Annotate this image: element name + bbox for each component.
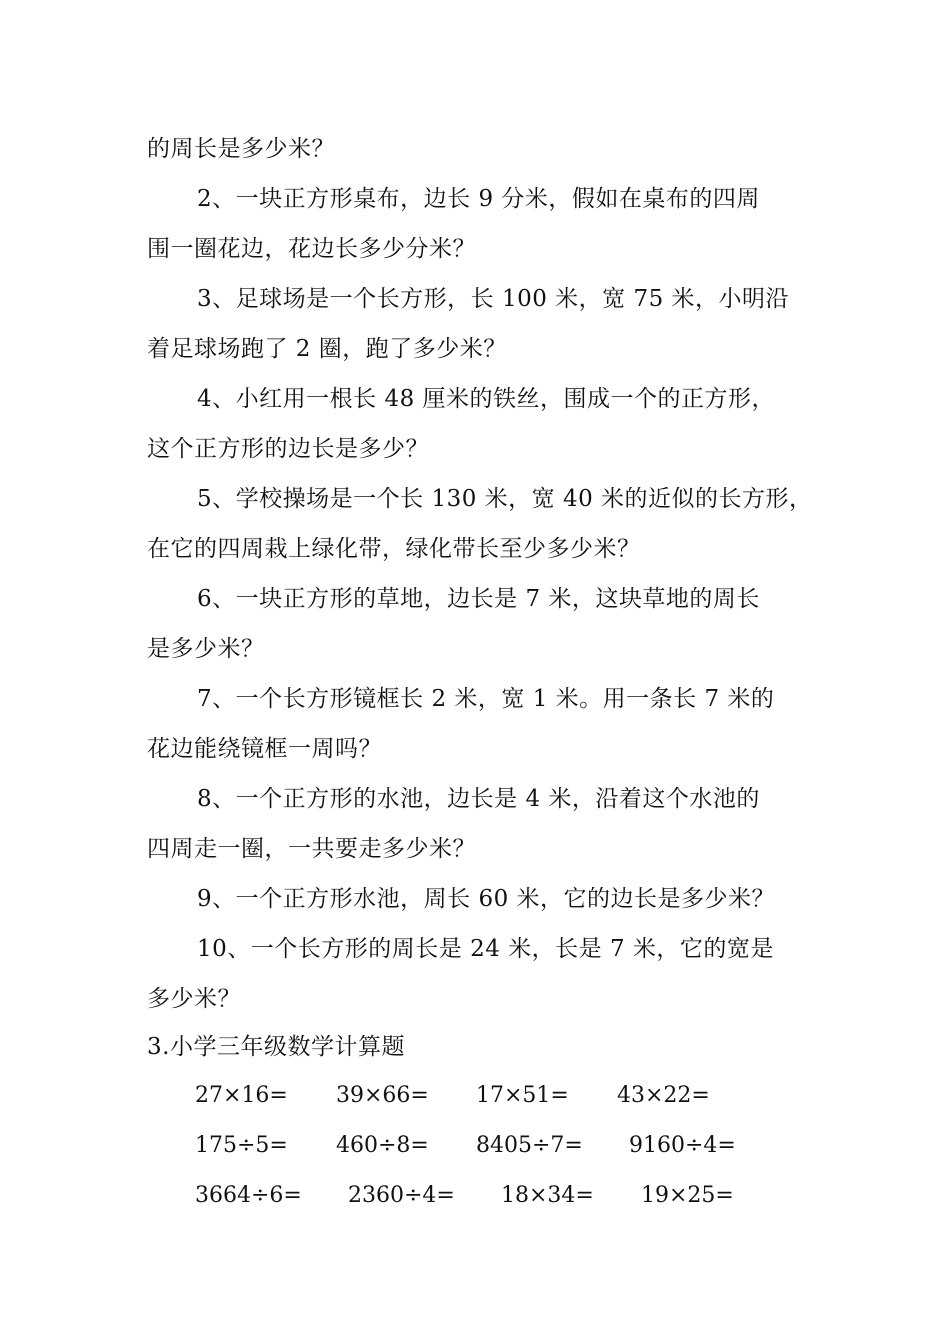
problem-8-line-1: 8、一个正方形的水池，边长是 4 米，沿着这个水池的 — [197, 786, 760, 812]
problem-5-line-2: 在它的四周栽上绿化带，绿化带长至少多少米？ — [147, 536, 641, 562]
problem-2-line-1: 2、一块正方形桌布，边长 9 分米，假如在桌布的四周 — [197, 186, 760, 212]
problem-7-line-2: 花边能绕镜框一周吗？ — [147, 736, 382, 762]
problem-9-line-1: 9、一个正方形水池，周长 60 米，它的边长是多少米？ — [197, 886, 776, 912]
problem-6-line-1: 6、一块正方形的草地，边长是 7 米，这块草地的周长 — [197, 586, 760, 612]
calc-item: 460÷8= — [336, 1133, 429, 1158]
problem-2-line-2: 围一圈花边，花边长多少分米？ — [147, 236, 476, 262]
calc-item: 19×25= — [641, 1183, 734, 1208]
problem-6-line-2: 是多少米？ — [147, 636, 265, 662]
calc-item: 18×34= — [501, 1183, 594, 1208]
calc-item: 9160÷4= — [629, 1133, 736, 1158]
calc-item: 17×51= — [476, 1083, 569, 1108]
problem-1-continuation: 的周长是多少米？ — [147, 136, 335, 162]
problem-10-line-2: 多少米？ — [147, 986, 241, 1012]
calc-item: 39×66= — [336, 1083, 429, 1108]
problem-7-line-1: 7、一个长方形镜框长 2 米，宽 1 米。用一条长 7 米的 — [197, 686, 775, 712]
calc-item: 3664÷6= — [195, 1183, 302, 1208]
problem-5-line-1: 5、学校操场是一个长 130 米，宽 40 米的近似的长方形， — [197, 486, 813, 512]
calc-item: 8405÷7= — [476, 1133, 583, 1158]
calc-item: 27×16= — [195, 1083, 288, 1108]
calc-item: 43×22= — [617, 1083, 710, 1108]
problem-3-line-1: 3、足球场是一个长方形，长 100 米，宽 75 米，小明沿 — [197, 286, 790, 312]
problem-4-line-2: 这个正方形的边长是多少？ — [147, 436, 429, 462]
problem-10-line-1: 10、一个长方形的周长是 24 米，长是 7 米，它的宽是 — [197, 936, 774, 962]
problem-8-line-2: 四周走一圈，一共要走多少米？ — [147, 836, 476, 862]
calc-item: 175÷5= — [195, 1133, 288, 1158]
problem-4-line-1: 4、小红用一根长 48 厘米的铁丝，围成一个的正方形， — [197, 386, 776, 412]
calc-item: 2360÷4= — [348, 1183, 455, 1208]
section-title: 3.小学三年级数学计算题 — [147, 1034, 405, 1060]
problem-3-line-2: 着足球场跑了 2 圈，跑了多少米？ — [147, 336, 507, 362]
